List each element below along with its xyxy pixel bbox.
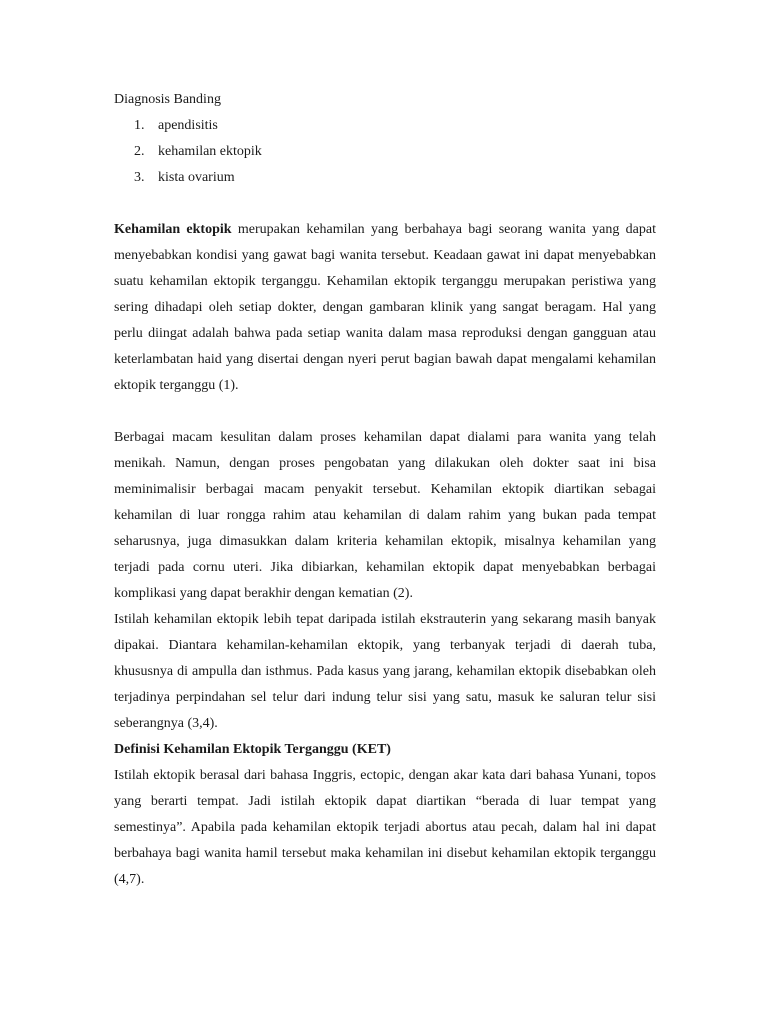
paragraph-kesulitan: Berbagai macam kesulitan dalam proses kehamilan dapat dialami para wanita yang telah menikah. Namun, dengan proses pengobatan yang dilakukan oleh dokter saat ini bisa meminimalisir berbagai macam penyakit tersebut. Kehamilan ektopik diartikan sebagai kehamilan di luar rongga rahim atau kehamilan di dalam rahim yang bukan pada tempat seharusnya, juga dimasukkan dalam kriteria kehamilan ektopik, misalnya kehamilan yang terjadi pada cornu uteri. Jika dibiarkan, kehamilan ektopik dapat menyebabkan berbagai komplikasi yang dapat berakhir dengan kematian (2). [114,430,656,601]
section-title: Definisi Kehamilan Ektopik Terganggu (KET) [114,742,391,757]
list-item-label: apendisitis [158,118,218,133]
list-item-label: kehamilan ektopik [158,144,262,159]
diagnosis-list [114,113,656,191]
list-item-number: 1. [134,118,145,133]
paragraph-istilah: Istilah kehamilan ektopik lebih tepat daripada istilah ekstrauterin yang sekarang masih banyak dipakai. Diantara kehamilan-kehamilan ektopik, yang terbanyak terjadi di daerah tuba, khususnya di ampulla dan isthmus. Pada kasus yang jarang, kehamilan ektopik disebabkan oleh terjadinya perpindahan sel telur dari indung telur sisi yang satu, masuk ke saluran telur sisi seberangnya (3,4). [114,612,656,731]
spacer [114,399,656,425]
list-item-label: kista ovarium [158,170,235,185]
list-item [114,165,656,191]
list-item-number: 2. [134,144,145,159]
paragraph-kehamilan-ektopik [114,217,656,399]
spacer [114,191,656,217]
list-item [114,113,656,139]
paragraph-lead-term: Kehamilan ektopik [114,222,232,237]
list-item-number: 3. [134,170,145,185]
document-page [114,87,656,893]
paragraph-definisi: Istilah ektopik berasal dari bahasa Inggris, ectopic, dengan akar kata dari bahasa Yunani, topos yang berarti tempat. Jadi istilah ektopik dapat diartikan “berada di luar tempat yang semestinya”. Apabila pada kehamilan ektopik terjadi abortus atau pecah, dalam hal ini dapat berbahaya bagi wanita hamil tersebut maka kehamilan ini disebut kehamilan ektopik terganggu (4,7). [114,768,656,887]
diagnosis-title: Diagnosis Banding [114,92,221,107]
paragraph-text: merupakan kehamilan yang berbahaya bagi seorang wanita yang dapat menyebabkan kondisi yang gawat bagi wanita tersebut. Keadaan gawat ini dapat menyebabkan suatu kehamilan ektopik terganggu. Kehamilan ektopik terganggu merupakan peristiwa yang sering dihadapi oleh setiap dokter, dengan gambaran klinik yang sangat beragam. Hal yang perlu diingat adalah bahwa pada setiap wanita dalam masa reproduksi dengan gangguan atau keterlambatan haid yang disertai dengan nyeri perut bagian bawah dapat mengalami kehamilan ektopik terganggu (1). [114,222,656,393]
list-item [114,139,656,165]
